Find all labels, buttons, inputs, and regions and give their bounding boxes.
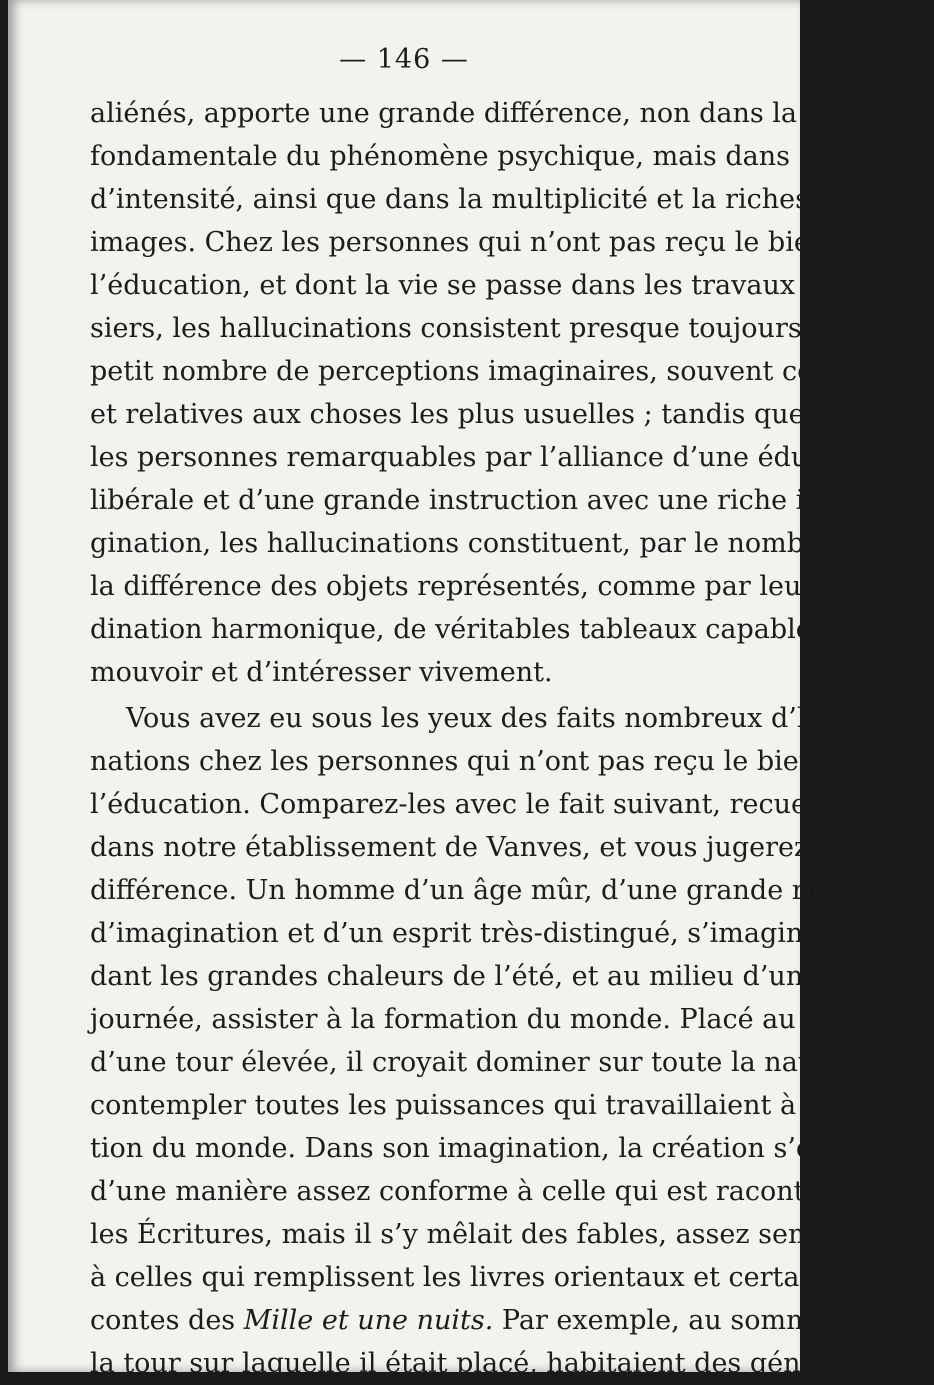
paragraph-2 <box>90 697 913 1385</box>
text-line: différence. Un homme d’un âge mûr, d’une grande richesse <box>90 875 906 906</box>
text-line-with-italic-title: contes des Mille et une nuits. Par exemple, au sommet de <box>90 1305 881 1336</box>
text-line: l’éducation. Comparez-les avec le fait suivant, recueilli <box>90 789 842 820</box>
text-line: d’imagination et d’un esprit très-distingué, s’imagina, pen- <box>90 918 897 949</box>
text-line: l’éducation, et dont la vie se passe dans les travaux gros- <box>90 270 874 301</box>
italic-book-title: Mille et une nuits. <box>243 1305 494 1336</box>
text-line: les Écritures, mais il s’y mêlait des fables, assez semblables <box>90 1219 912 1250</box>
text-line: fondamentale du phénomène psychique, mais dans son degré <box>90 141 934 172</box>
text-line: tion du monde. Dans son imagination, la création s’opérait <box>90 1133 894 1164</box>
text-line: petit nombre de perceptions imaginaires, souvent confuses <box>90 356 902 387</box>
text-line: d’une tour élevée, il croyait dominer sur toute la nature et <box>90 1047 891 1078</box>
text-line: et relatives aux choses les plus usuelles ; tandis que, chez <box>90 399 885 430</box>
text-line: aliénés, apporte une grande différence, non dans la nature <box>90 98 897 129</box>
text-line: journée, assister à la formation du monde. Placé au sommet <box>90 1004 913 1035</box>
text-line: les personnes remarquables par l’alliance d’une éducation <box>90 442 893 473</box>
text-line: libérale et d’une grande instruction avec une riche ima- <box>90 485 856 516</box>
text-line: siers, les hallucinations consistent presque toujours en un <box>90 313 888 344</box>
text-line: nations chez les personnes qui n’ont pas reçu le bienfait de <box>90 746 904 777</box>
text-line: à celles qui remplissent les livres orientaux et certains <box>90 1262 840 1293</box>
page-body <box>90 92 934 1385</box>
text-line: contempler toutes les puissances qui travaillaient à la créa- <box>90 1090 908 1121</box>
text-line: dination harmonique, de véritables tableaux capables d’é- <box>90 614 886 645</box>
text-line: d’une manière assez conforme à celle qui est racontée dans <box>90 1176 910 1207</box>
text-line: dans notre établissement de Vanves, et vous jugerez de la <box>90 832 884 863</box>
text-line: Vous avez eu sous les yeux des faits nombreux d’halluci- <box>126 703 898 734</box>
text-line: dant les grandes chaleurs de l’été, et au milieu d’une belle <box>90 961 895 992</box>
text-line: images. Chez les personnes qui n’ont pas reçu le bienfait de <box>90 227 915 258</box>
paragraph-1 <box>90 92 934 694</box>
text-line: la tour sur laquelle il était placé, habitaient des génies et <box>90 1348 875 1379</box>
text-line: gination, les hallucinations constituent, par le nombre et <box>90 528 869 559</box>
page-number: — 146 — <box>339 44 469 75</box>
text-line: d’intensité, ainsi que dans la multiplicité et la richesse des <box>90 184 895 215</box>
book-page <box>8 0 934 1379</box>
text-line: la différence des objets représentés, comme par leur coor- <box>90 571 893 602</box>
text-line: mouvoir et d’intéresser vivement. <box>90 657 553 688</box>
